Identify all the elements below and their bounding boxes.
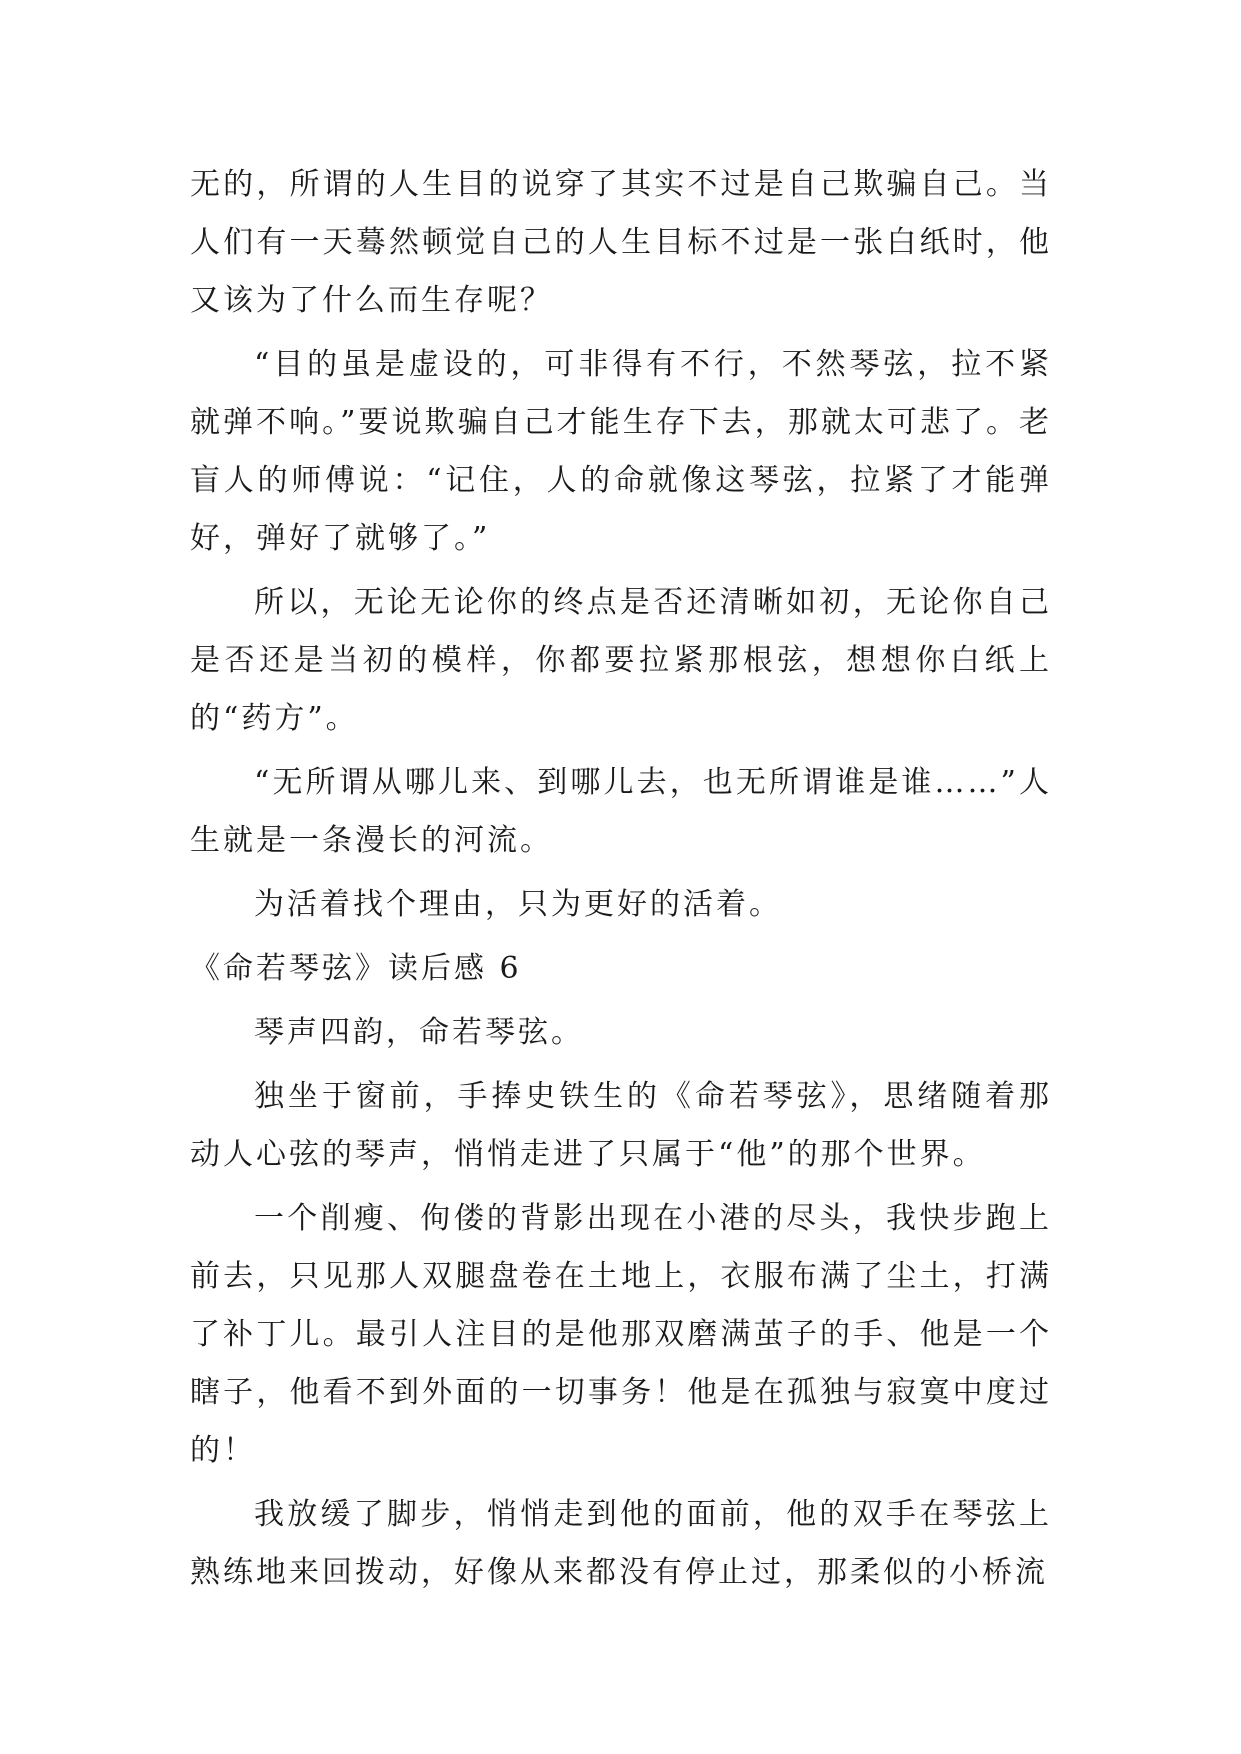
- paragraph-2: “目的虽是虚设的，可非得有不行，不然琴弦，拉不紧就弹不响。”要说欺骗自己才能生存下去，那就太可悲了。老盲人的师傅说：“记住，人的命就像这琴弦，拉紧了才能弹好，弹好了就够了。”: [190, 347, 1052, 556]
- paragraph-6: 琴声四韵，命若琴弦。: [254, 1015, 584, 1050]
- paragraph-7: 独坐于窗前，手捧史铁生的《命若琴弦》，思绪随着那动人心弦的琴声，悄悄走进了只属于“他”的那个世界。: [190, 1079, 1052, 1172]
- section-heading: 《命若琴弦》读后感 6: [190, 951, 522, 986]
- paragraph-8: 一个削瘦、佝偻的背影出现在小港的尽头，我快步跑上前去，只见那人双腿盘卷在土地上，衣服布满了尘土，打满了补丁儿。最引人注目的是他那双磨满茧子的手、他是一个瞎子，他看不到外面的一切事务！他是在孤独与寂寞中度过的！: [190, 1201, 1052, 1468]
- paragraph-1: 无的，所谓的人生目的说穿了其实不过是自己欺骗自己。当人们有一天蓦然顿觉自己的人生目标不过是一张白纸时，他又该为了什么而生存呢？: [190, 167, 1052, 318]
- paragraph-3: 所以，无论无论你的终点是否还清晰如初，无论你自己是否还是当初的模样，你都要拉紧那根弦，想想你白纸上的“药方”。: [190, 585, 1052, 736]
- paragraph-5: 为活着找个理由，只为更好的活着。: [254, 887, 782, 922]
- paragraph-9: 我放缓了脚步，悄悄走到他的面前，他的双手在琴弦上熟练地来回拨动，好像从来都没有停止过，那柔似的小桥流: [190, 1497, 1052, 1590]
- paragraph-4: “无所谓从哪儿来、到哪儿去，也无所谓谁是谁……”人生就是一条漫长的河流。: [190, 765, 1052, 858]
- document-body: [190, 156, 1052, 1602]
